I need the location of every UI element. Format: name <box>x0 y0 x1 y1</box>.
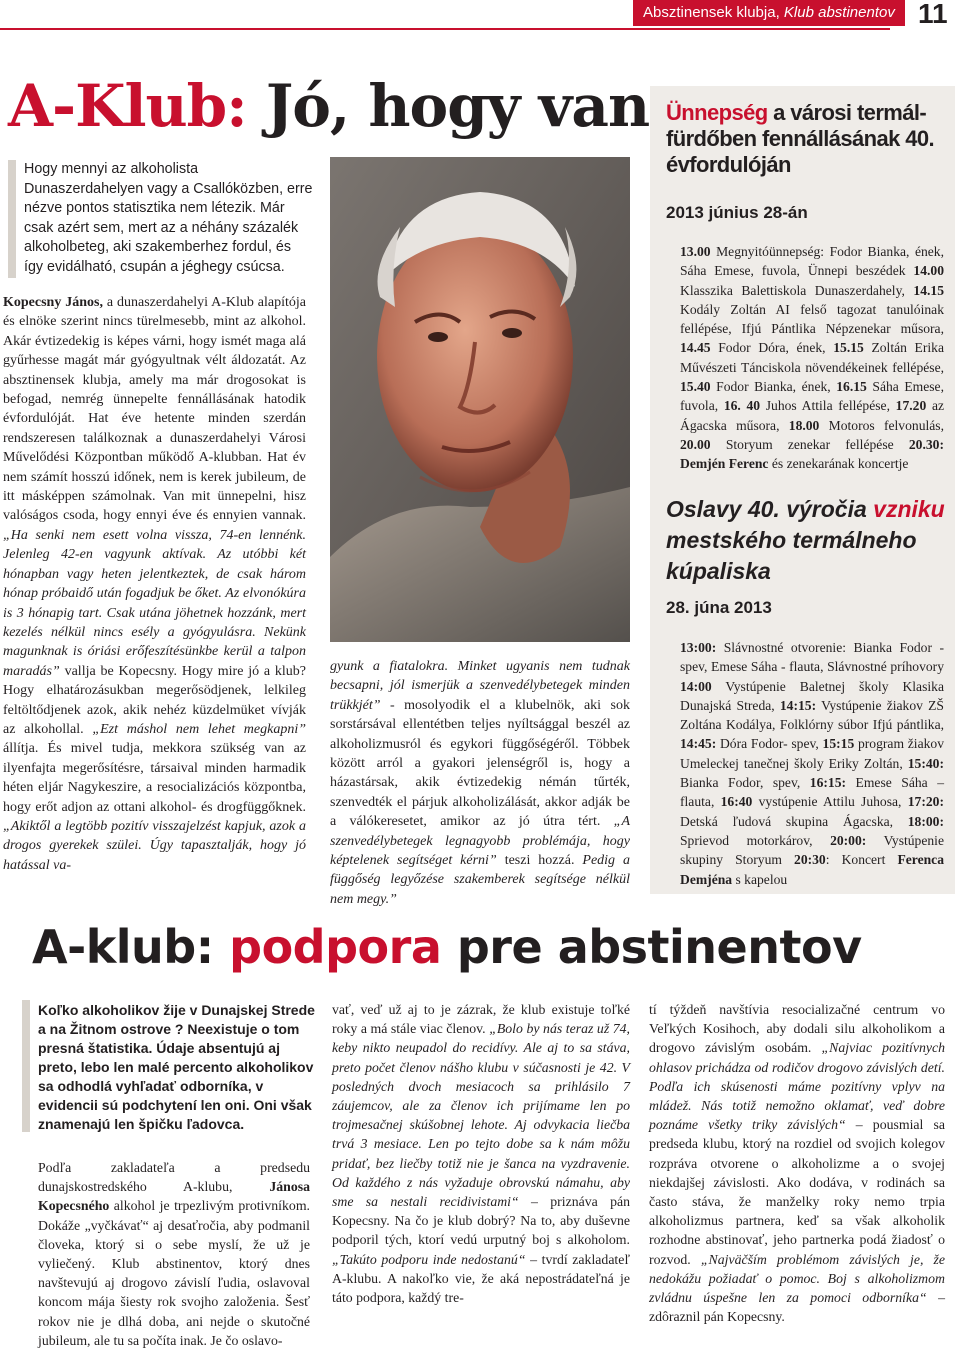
text-run: Sáha Emese, fuvola, <box>680 379 944 414</box>
text-run: Kodály Zoltán AI felső tagozat tanulóinak fellépése, Ifjú Pántlika Népzenekar műsora, <box>680 301 944 337</box>
italic-run: „Akiktől a legtöbb pozitív visszajelzést kapjuk, azok a drogos gyerekek szülei. Úgy tapasztalják, hogy jó hatással va- <box>3 818 306 873</box>
program-text <box>680 640 944 887</box>
bold-run: 14.15 <box>913 282 944 298</box>
article-lead: Hogy mennyi az alkoholista Dunaszerdahelyen vagy a Csallóközben, erre nézve pontos statisztika nem létezik. Már csak azért sem, mert az a néhány százalék alkoholbeteg, aki szakemberhez fordul, és így evidálható, csupán a jéghegy csúcsa. <box>24 161 313 275</box>
text-run: vať, veď už aj to je zázrak, že klub existuje toľké roky a má stále viac členov. <box>332 1002 630 1037</box>
bold-run: 16:40 <box>720 794 753 810</box>
bold-run: Jánosa Kopecsného <box>38 1179 310 1214</box>
column-text <box>332 1000 630 1307</box>
bold-run: 17:20: <box>907 794 944 810</box>
bold-run: 20.00 <box>680 436 711 452</box>
headline-red: A-Klub: <box>8 72 247 140</box>
text-run: Vystúpenie žiakov ZŠ Zoltána Kodálya, Folklórny súbor Ifjú pántlika, <box>680 697 944 733</box>
article-sk-column-3 <box>649 1000 945 1326</box>
bold-run: 15:40: <box>907 755 944 771</box>
text-run: Dóra Fodor- spev, <box>716 736 823 752</box>
text-run: a dunaszerdahelyi A-Klub alapítója és elnöke szerint nincs türelmesebb, mint az alkohol. Akár évtizedekig is képes várni, hogy ismét maga alá gyűrhesse magát már gyógyultnak vélt áldozatát. Az absztinensek klubja, amely ma már drogosokat is befogad, nemrég ünnepelte fennállásának hatodik évfordulóját. Hat éve hetente minden szerdán rendszeresen találkoznak a dunaszerdahelyi Városi Művelődési Központban működő A-klubban. Hat év nem számít hosszú időnek, nem is kerek jubileum, de itt másképpen számolnak. Van mit ünnepelni, hisz valóságos csoda, hogy ennyi éve és ennyien vannak. <box>3 295 306 524</box>
section-label-italic: Klub abstinentov <box>783 4 895 21</box>
text-run: Bianka Fodor, spev, <box>680 775 810 791</box>
text-run: – priznáva pán Kopecsny. Na čo je klub dobrý? Na to, aby duševne podporil tých, ktorí vedú urputný boj s alkoholom. <box>332 1194 630 1248</box>
bold-run: 14.00 <box>913 263 944 279</box>
italic-run: gyunk a fiatalokra. Minket ugyanis nem tudnak becsapni, jól ismerjük a szenvedélybetegek minden trükkjét” <box>330 659 630 713</box>
italic-run: „Takúto podporu inde nedostanú“ <box>332 1251 526 1267</box>
sidebar-program-hu <box>680 242 944 474</box>
text-run: Slávnostné otvorenie: Bianka Fodor - spev, Emese Sáha - flauta, Slávnostné príhovory <box>680 640 944 675</box>
bold-run: 20.30: Demjén Ferenc <box>680 436 944 472</box>
bold-run: 14:00 <box>680 678 712 694</box>
text-run: Storyum zenekar fellépése <box>710 436 909 452</box>
text-run: Fodor Bianka, ének, <box>710 379 837 395</box>
text-run: állítja. És mivel tudja, mekkora szükség van az ilyenfajta megerősítésre, társaival minden harmadik héten eljár Nagykeszire, a resocializációs központba, hogy erőt adjon az ottani alkohol- és drogfüggőknek. <box>3 741 306 815</box>
bold-run: 14.45 <box>680 340 711 356</box>
bold-run: 18:00: <box>907 813 944 829</box>
text-run: vallja be Kopecsny. Hogy mire jó a klub? Hogy elhatározásukban megerősödjenek, lelkileg feltöltődjenek azok, akik nehéz küzdelmüket vívják az alkohollal. <box>3 663 306 737</box>
sidebar-title-sk <box>666 494 956 587</box>
text-run: Vystúpenie skupiny Storyum <box>680 832 944 868</box>
bold-run: 14:15: <box>779 697 817 713</box>
bold-run: Kopecsny János, <box>3 295 103 310</box>
sidebar-title-line: kúpaliska <box>666 558 771 584</box>
italic-run: „A szenvedélybetegek legnagyobb problémája, hogy képtelenek segítséget kérni” <box>330 814 630 869</box>
text-run: Sprievod motorkárov, <box>680 832 831 848</box>
sidebar-title-red: vzniku <box>866 496 945 522</box>
headline-red: podpora <box>213 920 442 974</box>
bold-run: 20:30 <box>794 852 826 868</box>
sidebar-program-sk <box>680 638 944 889</box>
text-run: Zoltán Erika Művészeti Tánciskola növendékeinek fellépése, <box>680 340 944 375</box>
bold-run: 18.00 <box>788 417 820 433</box>
italic-run: „Bolo by nás teraz už 74, keby nikto neupadol do recidívy. Ale aj to sa stáva, preto počet členov nášho klubu v súčasnosti je 42. V posledných dvoch mesiacoch sa prihlásilo 7 záujemcov, ale za členov ich prijímame len po trojmesačnej skúšobnej lehote. Aj odvykacia liečba trvá 3 mesiace. Len po tejto dobe sa k nám môžu pridať, bez liečby totiž nie je šanca na vyzdravenie. Od každého z nás vyžaduje obrovskú námahu, aby sme sa nestali recidivistami“ <box>332 1021 630 1210</box>
sidebar-title-line: mestského termálneho <box>666 527 917 553</box>
section-label: Absztinensek klubja, <box>643 4 780 21</box>
text-run: vystúpenie Attilu Juhosa, <box>752 794 908 810</box>
bold-run: 16. 40 <box>723 398 761 414</box>
text-run: Juhos Attila fellépése, <box>760 398 896 414</box>
bold-run: 15.40 <box>680 379 711 395</box>
sidebar-title-red: Ünnepség <box>666 100 768 125</box>
portrait-illustration <box>330 157 630 642</box>
text-run: – tvrdí zakladateľ A-klubu. A nakoľko vie, že aká nepostrádateľná je táto podpora, každý tre- <box>332 1251 630 1306</box>
italic-run: „Ezt máshol nem lehet megkapni” <box>92 721 306 737</box>
bold-run: 13:00: <box>680 640 717 655</box>
sidebar-title-hu <box>666 100 956 178</box>
text-run: Megnyitóünnepség: Fodor Bianka, ének, Sáha Emese, fuvola, Ünnepi beszédek <box>680 244 944 279</box>
italic-run: „Najviac pozitívnych ohlasov prichádza od rodičov drogovo závislých detí. Podľa ich skúsenosti máme pozitívny vplyv na mládež. Nás totiž nemožno oklamať, veď dobre poznáme všetky triky závislých“ <box>649 1040 946 1133</box>
bold-run: 16.15 <box>836 379 867 395</box>
article-column-1 <box>3 293 306 875</box>
article-sk-headline <box>32 920 862 974</box>
text-run: Fodor Dóra, ének, <box>710 340 834 356</box>
event-sidebar <box>650 86 955 894</box>
article-headline <box>8 72 649 140</box>
text-run: Motoros felvonulás, <box>819 417 944 433</box>
column-text <box>3 293 306 875</box>
text-run: program žiakov Umeleckej tanečnej školy Eriky Zoltán, <box>680 736 944 771</box>
headline-dark: Jó, hogy van <box>265 72 650 140</box>
italic-run: „Ha senki nem esett volna vissza, 74-en lennénk. Jelenleg 42-en vagyunk aktívak. Az utóbbi két hónapban vagy heten jelentkeztek, de csak három hónap próbaidő után fogadjuk be őket. Az elvonókúra is 3 hónapig tart. Csak utána jöhetnek hozzánk, mert kezelés nélkül nincs esély a gyógyulásra. Nekünk magunknak is óriási erőfeszítésünkbe kerül a talpon maradás” <box>3 527 306 679</box>
article-column-2 <box>330 657 630 909</box>
sidebar-title-line: fürdőben fennállásának 40. <box>666 126 935 151</box>
bold-run: 15:15 <box>822 736 855 752</box>
page-number: 11 <box>918 0 948 29</box>
bold-run: 20:00: <box>830 832 867 848</box>
italic-run: Pedig a függőség legyőzése szakemberek segítsége nélkül nem megy.” <box>330 853 630 907</box>
headline-dark: pre abstinentov <box>441 920 862 974</box>
text-run: teszi hozzá. <box>496 853 583 869</box>
sidebar-date-sk: 28. júna 2013 <box>666 598 772 617</box>
text-run: alkohol je trpezlivým protivníkom. Dokáže „vyčkávať“ aj desaťročia, aby podmanil človeka, ktorý si o sebe myslí, že už je vyliečený. Klub abstinentov, ktorý dnes navštevujú aj drogovo závislí ľudia, oslavoval koncom mája šiesty rok svojho založenia. Šesť rokov nie je dlhá doba, ani nejde o skutočné jubileum, ale tu sa počíta inak. Je čo oslavo- <box>38 1198 310 1348</box>
program-text <box>680 244 944 471</box>
text-run: és zenekarának koncertje <box>768 456 909 472</box>
text-run: Emese Sáha – flauta, <box>680 775 944 810</box>
column-text <box>38 1158 310 1350</box>
lead-accent-bar <box>8 160 16 278</box>
text-run: Klasszika Balettiskola Dunaszerdahely, <box>680 282 914 298</box>
text-run: Detská ľudová skupina Ágacska, <box>680 813 908 829</box>
bold-run: 16:15: <box>809 775 847 791</box>
text-run: az Ágacska műsora, <box>680 398 945 433</box>
text-run: : Koncert <box>825 852 898 868</box>
headline-dark: A-klub: <box>32 920 214 974</box>
sidebar-date-hu: 2013 június 28-án <box>666 203 808 222</box>
article-sk-column-2 <box>332 1000 630 1307</box>
bold-run: 17.20 <box>895 398 927 414</box>
text-run: Vystúpenie Baletnej školy Klasika Dunajská Streda, <box>680 678 944 713</box>
sidebar-title-line: évfordulóján <box>666 152 791 177</box>
bold-run: Ferenca Demjéna <box>680 852 944 887</box>
text-run: s kapelou <box>732 871 788 887</box>
text-run: Podľa zakladateľa a predsedu dunajskostredského A-klubu, <box>38 1160 310 1195</box>
bold-run: 15.15 <box>833 340 864 356</box>
bold-run: 14:45: <box>680 736 717 752</box>
article-sk-column-1 <box>38 1158 310 1350</box>
column-text <box>330 657 630 909</box>
text-run: - mosolyodik el a klubelnök, aki sok sorstársával ellentétben teljes nyíltsággal beszél az alkoholizmusról és egykori függőségéről. Többek között arról a gyakori jelenségről is, hogy a házastársak, akik évtizedekig némán tűrték, szenvedték el párjuk alkoholizálását, akkor adják be a válókeresetet, amikor az jó útra tért. <box>330 697 630 830</box>
italic-run: „Najväčším problémom závislých je, že nedokážu požiadať o pomoc. Boj s alkoholizmom zvládnu úspešne len za pomoci odborníka“ <box>649 1251 945 1306</box>
bold-run: 13.00 <box>680 244 711 259</box>
lead-accent-bar <box>22 1000 30 1132</box>
text-run: tí týždeň navštívia resocializačné centrum vo Veľkých Kosihoch, aby dodali silu alkoholikom a drogovo závislým osobám. <box>649 1002 945 1056</box>
column-text <box>649 1000 945 1326</box>
article-sk-lead: Koľko alkoholikov žije v Dunajskej Strede a na Žitnom ostrove ? Neexistuje o tom presná štatistika. Údaje absentujú aj preto, lebo len malé percento alkoholikov sa odhodlá vyhľadať odborníka, v evidencii sú podchytení len oni. Oni však znamenajú len špičku ľadovca. <box>38 1002 315 1132</box>
sidebar-title-part: Oslavy 40. výročia <box>666 496 867 522</box>
portrait-photo <box>330 157 630 642</box>
text-run: – pousmial sa predseda klubu, ktorý na rozdiel od svojich kolegov rozpráva otvorene o alkoholizme a o svojej niekdajšej závislosti. Ako dodáva, v rodinách sa často stáva, že manželky roky nemo trpia alkoholizmus partnera, keď sa však alkoholik rozhodne abstinovať, jeho partnerka podá žiadosť o rozvod. <box>649 1117 946 1267</box>
sidebar-title-part: a városi termál- <box>767 100 927 125</box>
section-tag <box>633 0 905 26</box>
text-run: – zdôraznil pán Kopecsny. <box>649 1290 945 1325</box>
